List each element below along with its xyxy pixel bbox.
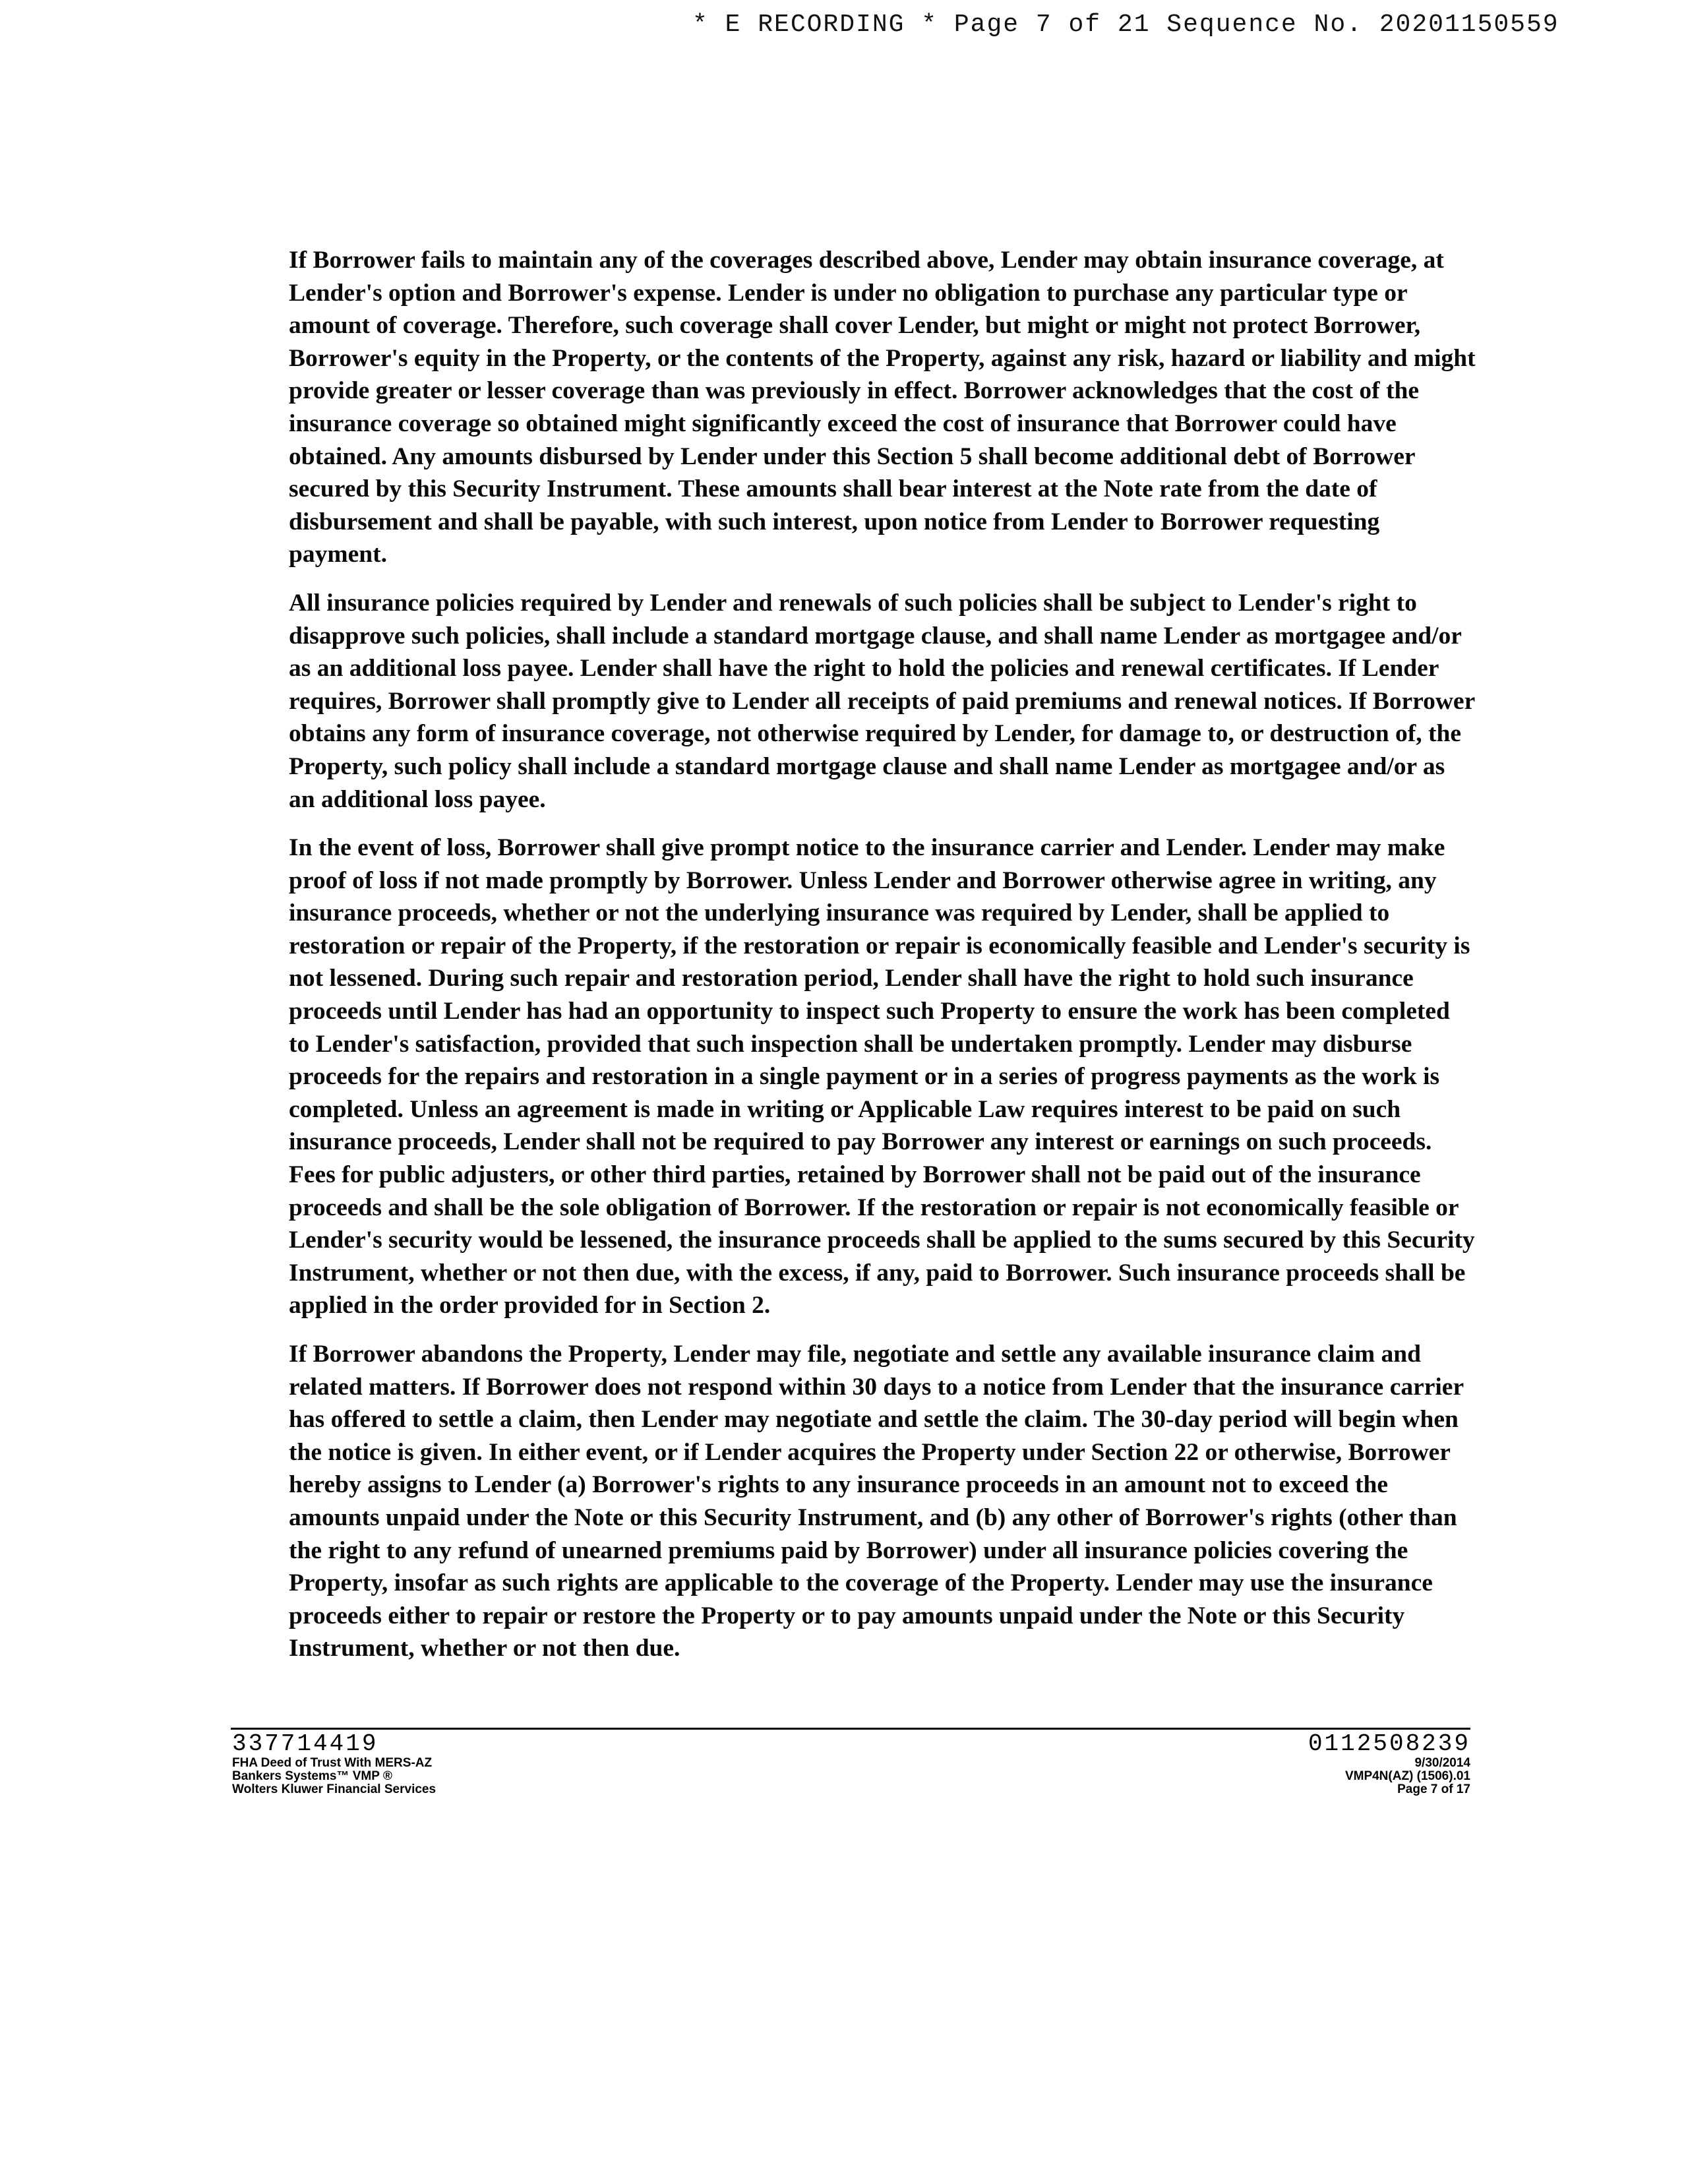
footer-date: 9/30/2014: [1414, 1756, 1470, 1770]
footer-loan-id: 337714419: [232, 1730, 378, 1757]
footer-left-block: [232, 1732, 436, 1796]
footer-form-code: VMP4N(AZ) (1506).01: [1344, 1769, 1470, 1783]
paragraph-insurance-policies: All insurance policies required by Lender and renewals of such policies shall be subject to Lender's right to disapprove such policies, shall include a standard mortgage clause, and shall name Lender as mortgagee and/or as an additional loss payee. Lender shall have the right to hold the policies and renewal certificates. If Lender requires, Borrower shall promptly give to Lender all receipts of paid premiums and renewal notices. If Borrower obtains any form of insurance coverage, not otherwise required by Lender, for damage to, or destruction of, the Property, such policy shall include a standard mortgage clause and shall name Lender as mortgagee and/or as an additional loss payee.: [289, 589, 1475, 813]
document-body: [289, 244, 1476, 1681]
footer-divider: [231, 1728, 1470, 1730]
footer-publisher-name: Wolters Kluwer Financial Services: [232, 1782, 437, 1796]
footer-publisher-brand: Bankers Systems™ VMP ®: [232, 1769, 392, 1783]
paragraph-lender-obtain-coverage: If Borrower fails to maintain any of the coverages described above, Lender may obtain insurance coverage, at Lender's option and Borrower's expense. Lender is under no obligation to purchase any particular type or amount of coverage. Therefore, such coverage shall cover Lender, but might or might not protect Borrower, Borrower's equity in the Property, or the contents of the Property, against any risk, hazard or liability and might provide greater or lesser coverage than was previously in effect. Borrower acknowledges that the cost of the insurance coverage so obtained might significantly exceed the cost of insurance that Borrower could have obtained. Any amounts disbursed by Lender under this Section 5 shall become additional debt of Borrower secured by this Security Instrument. These amounts shall bear interest at the Note rate from the date of disbursement and shall be payable, with such interest, upon notice from Lender to Borrower requesting payment.: [289, 247, 1476, 568]
footer-doc-id: 0112508239: [1308, 1730, 1470, 1757]
footer-page-number: Page 7 of 17: [1397, 1782, 1470, 1796]
footer-form-title: FHA Deed of Trust With MERS-AZ: [232, 1756, 433, 1770]
recording-header: * E RECORDING * Page 7 of 21 Sequence No. 20201150559: [692, 11, 1559, 39]
paragraph-event-of-loss: In the event of loss, Borrower shall give prompt notice to the insurance carrier and Lender. Lender may make proof of loss if not made promptly by Borrower. Unless Lender and Borrower otherwise agree in writing, any insurance proceeds, whether or not the underlying insurance was required by Lender, shall be applied to restoration or repair of the Property, if the restoration or repair is economically feasible and Lender's security is not lessened. During such repair and restoration period, Lender shall have the right to hold such insurance proceeds until Lender has had an opportunity to inspect such Property to ensure the work has been completed to Lender's satisfaction, provided that such inspection shall be undertaken promptly. Lender may disburse proceeds for the repairs and restoration in a single payment or in a series of progress payments as the work is completed. Unless an agreement is made in writing or Applicable Law requires interest to be paid on such insurance proceeds, Lender shall not be required to pay Borrower any interest or earnings on such proceeds. Fees for public adjusters, or other third parties, retained by Borrower shall not be paid out of the insurance proceeds and shall be the sole obligation of Borrower. If the restoration or repair is not economically feasible or Lender's security would be lessened, the insurance proceeds shall be applied to the sums secured by this Security Instrument, whether or not then due, with the excess, if any, paid to Borrower. Such insurance proceeds shall be applied in the order provided for in Section 2.: [289, 834, 1475, 1320]
footer-right-block: [1121, 1732, 1470, 1796]
paragraph-abandons-property: If Borrower abandons the Property, Lender may file, negotiate and settle any available insurance claim and related matters. If Borrower does not respond within 30 days to a notice from Lender that the insurance carrier has offered to settle a claim, then Lender may negotiate and settle the claim. The 30-day period will begin when the notice is given. In either event, or if Lender acquires the Property under Section 22 or otherwise, Borrower hereby assigns to Lender (a) Borrower's rights to any insurance proceeds in an amount not to exceed the amounts unpaid under the Note or this Security Instrument, and (b) any other of Borrower's rights (other than the right to any refund of unearned premiums paid by Borrower) under all insurance policies covering the Property, insofar as such rights are applicable to the coverage of the Property. Lender may use the insurance proceeds either to repair or restore the Property or to pay amounts unpaid under the Note or this Security Instrument, whether or not then due.: [289, 1341, 1464, 1662]
